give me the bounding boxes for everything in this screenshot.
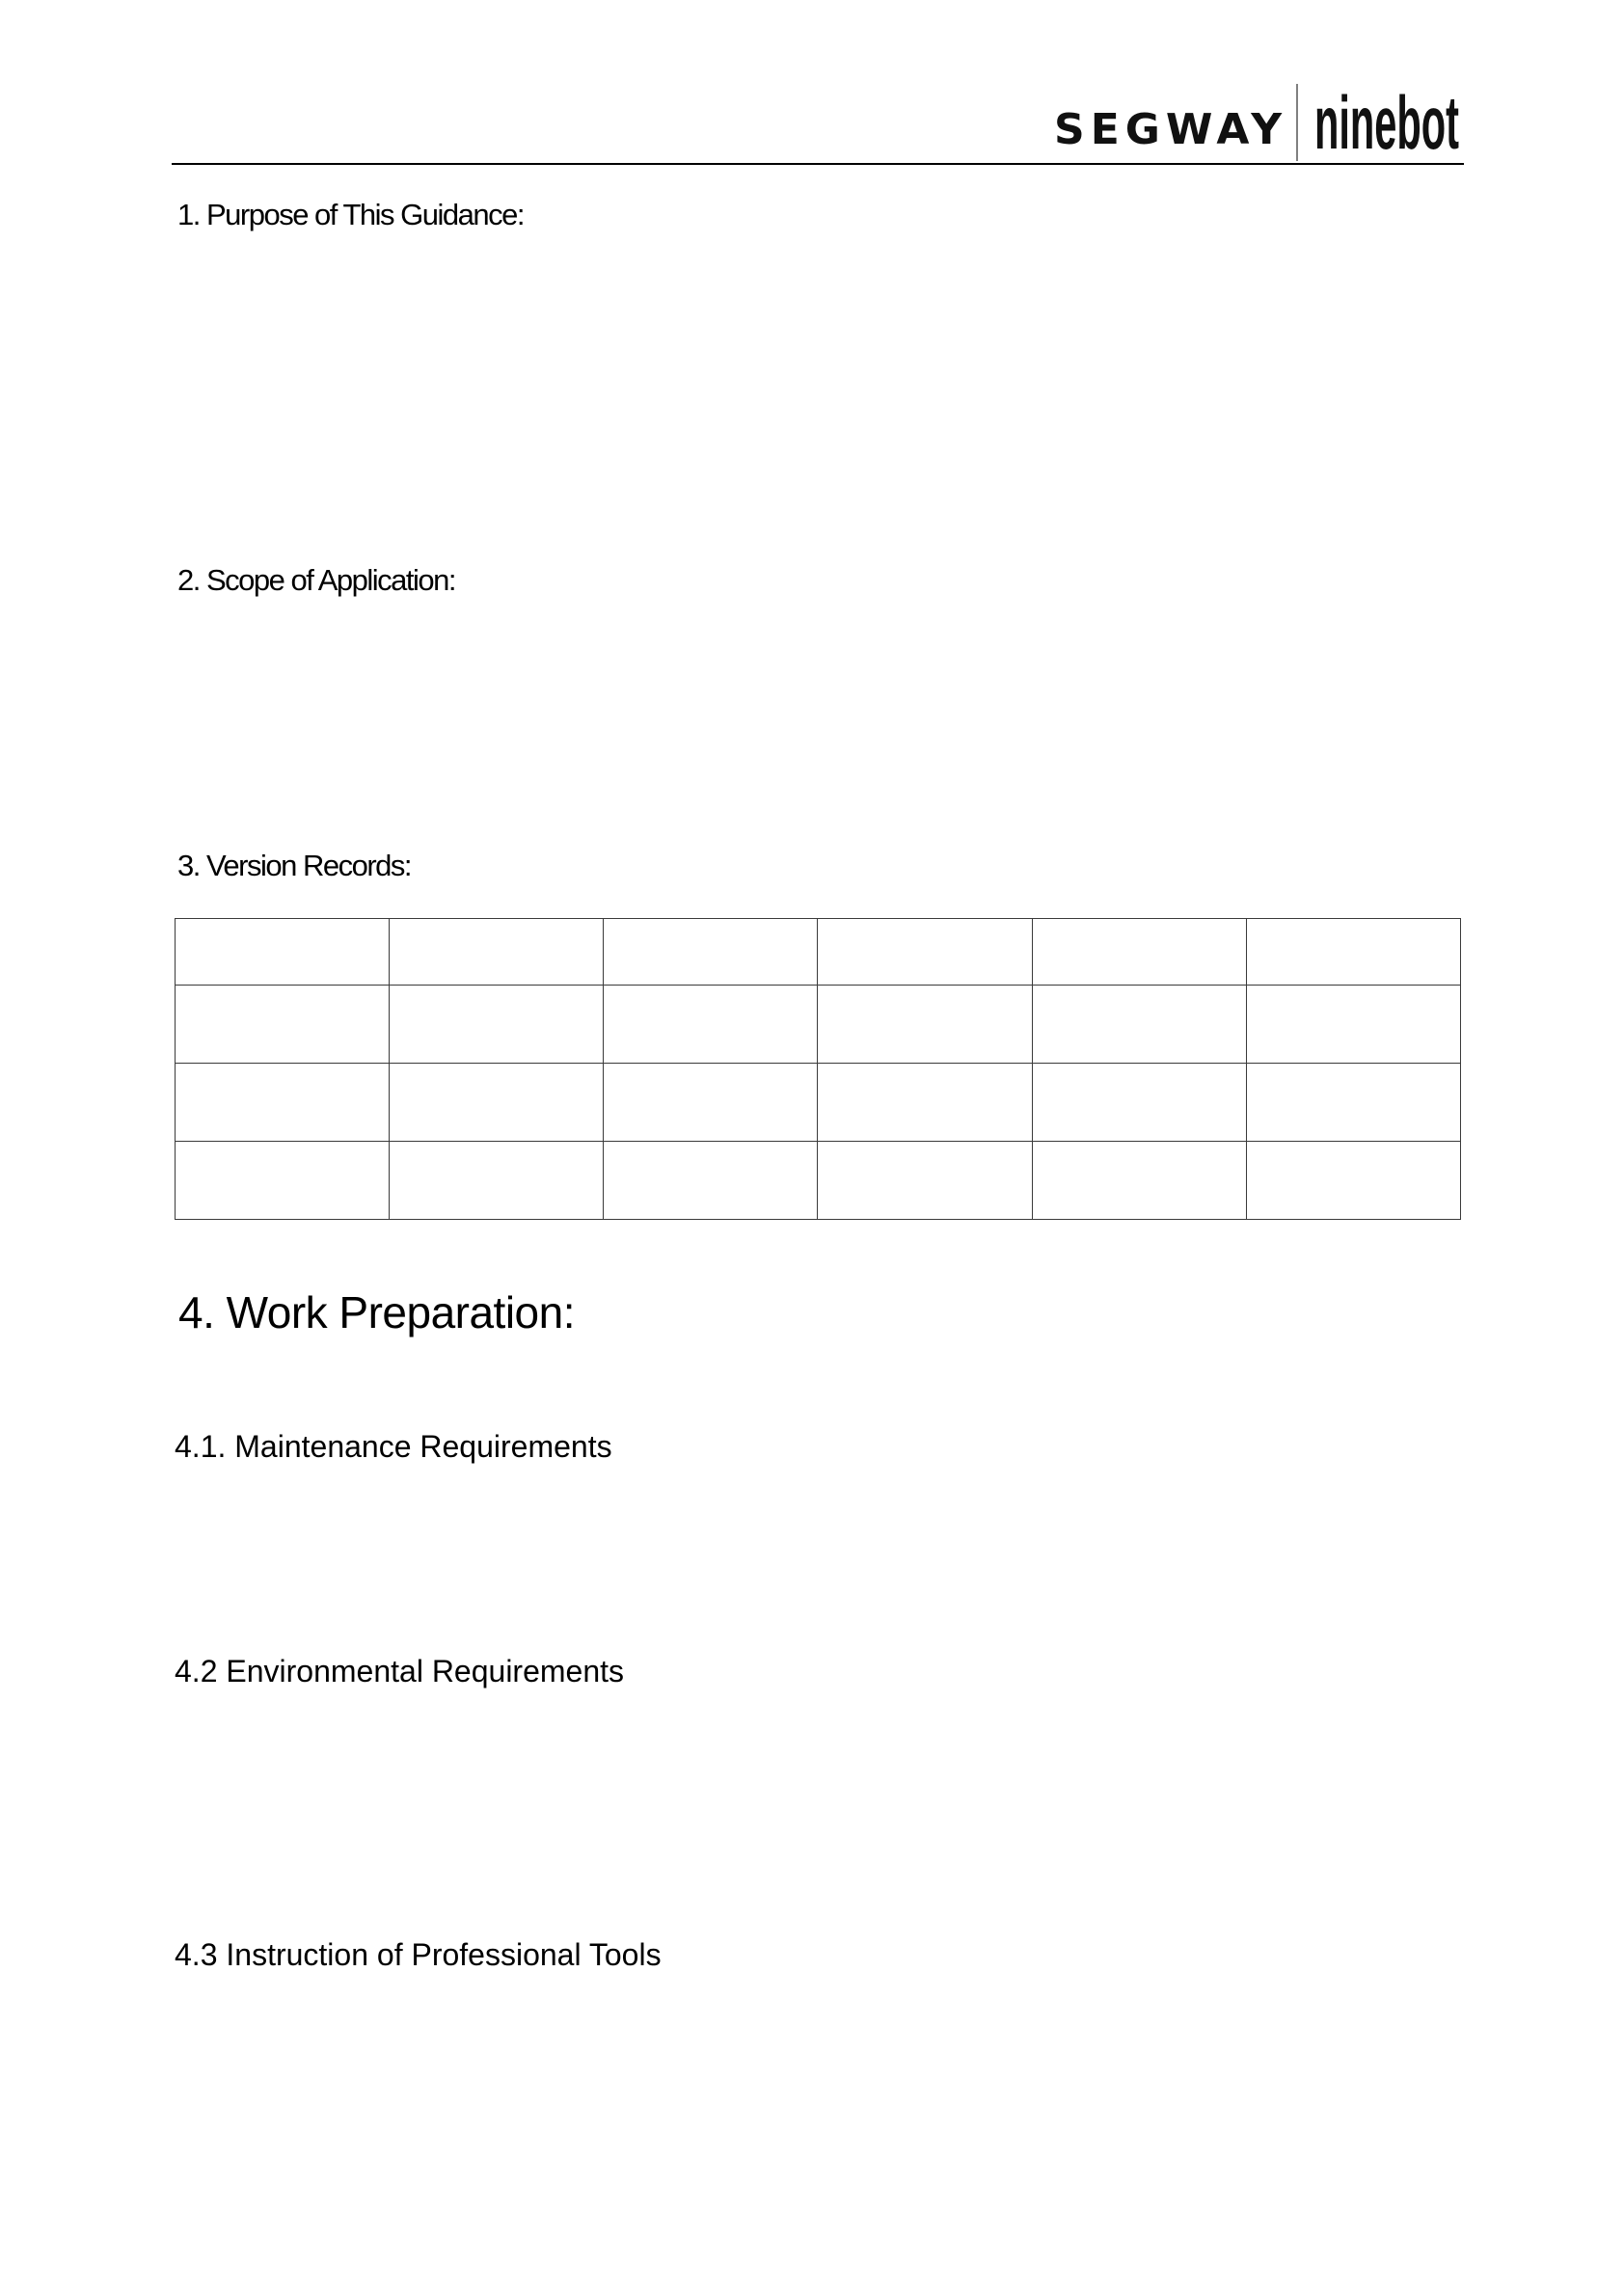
table-cell: [176, 986, 390, 1064]
table-cell: [818, 919, 1032, 986]
table-cell: [1246, 1064, 1460, 1142]
table-cell: [818, 1142, 1032, 1220]
table-cell: [1032, 919, 1246, 986]
maintenance-requirements-heading: 4.1. Maintenance Requirements: [175, 1429, 612, 1464]
table-row: [176, 1064, 1461, 1142]
table-cell: [176, 1064, 390, 1142]
work-preparation-heading: 4. Work Preparation:: [178, 1287, 576, 1337]
table-cell: [390, 919, 604, 986]
table-cell: [390, 1142, 604, 1220]
ninebot-logo-text: ninebot: [1314, 80, 1460, 165]
table-cell: [818, 986, 1032, 1064]
table-cell: [604, 919, 818, 986]
table-cell: [1032, 986, 1246, 1064]
table-cell: [604, 986, 818, 1064]
table-cell: [604, 1142, 818, 1220]
table-cell: [1246, 1142, 1460, 1220]
environmental-requirements-heading: 4.2 Environmental Requirements: [175, 1654, 625, 1688]
table-cell: [604, 1064, 818, 1142]
professional-tools-heading: 4.3 Instruction of Professional Tools: [175, 1937, 662, 1972]
table-cell: [1032, 1064, 1246, 1142]
segway-logo-text: SEGWAY: [1054, 105, 1288, 154]
table-row: [176, 919, 1461, 986]
table-cell: [390, 1064, 604, 1142]
version-records-table: [175, 918, 1461, 1220]
version-records-heading: 3. Version Records:: [177, 849, 412, 882]
scope-heading: 2. Scope of Application:: [177, 563, 456, 597]
table-cell: [1032, 1142, 1246, 1220]
purpose-heading: 1. Purpose of This Guidance:: [177, 198, 524, 231]
table-cell: [1246, 986, 1460, 1064]
table-cell: [390, 986, 604, 1064]
table-cell: [176, 919, 390, 986]
table-cell: [176, 1142, 390, 1220]
table-row: [176, 986, 1461, 1064]
segway-ninebot-logo: [1046, 79, 1466, 166]
header-rule: [172, 163, 1464, 165]
table-row: [176, 1142, 1461, 1220]
table-cell: [1246, 919, 1460, 986]
table-cell: [818, 1064, 1032, 1142]
